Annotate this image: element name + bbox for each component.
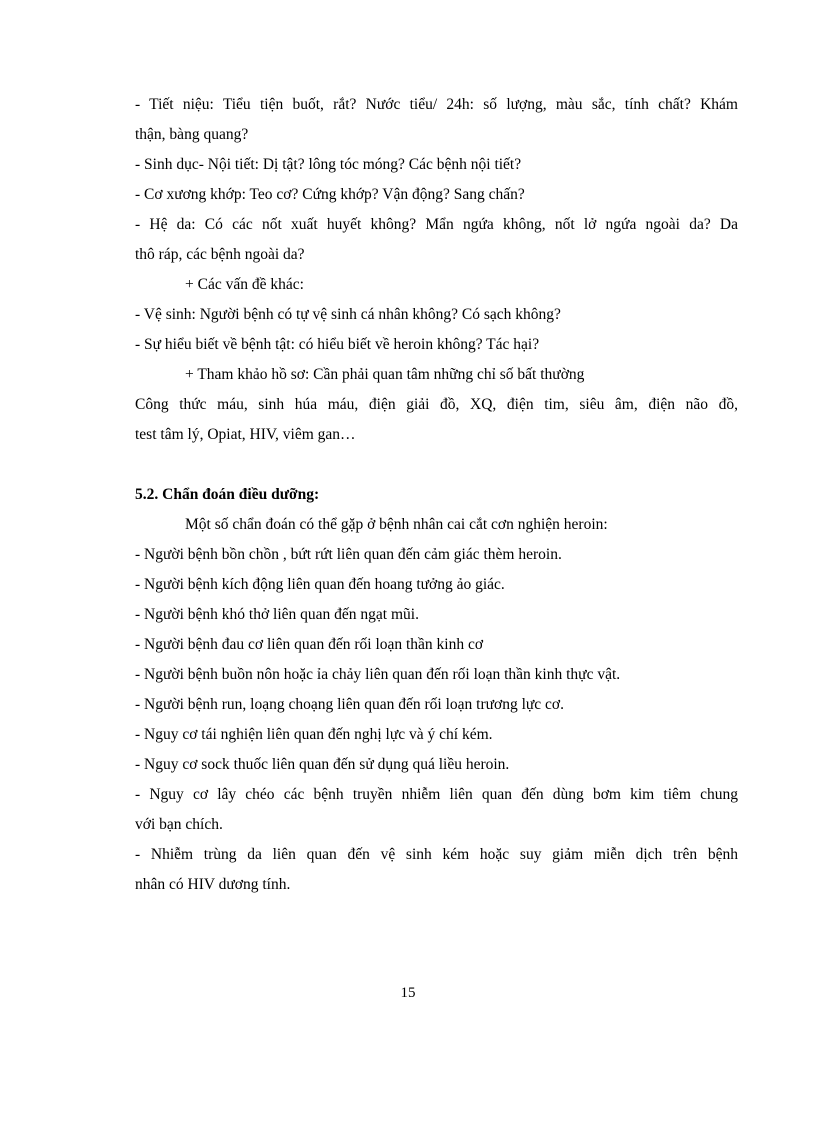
text-line: thô ráp, các bệnh ngoài da?: [135, 246, 305, 263]
list-item: - Nhiễm trùng da liên quan đến vệ sinh kém hoặc suy giảm miễn dịch trên bệnh: [135, 846, 738, 863]
section-intro: Một số chẩn đoán có thể gặp ở bệnh nhân cai cắt cơn nghiện heroin:: [185, 516, 608, 533]
text-line: Công thức máu, sinh húa máu, điện giải đồ, XQ, điện tim, siêu âm, điện não đồ,: [135, 396, 738, 413]
text-line: - Hệ da: Có các nốt xuất huyết không? Mẩn ngứa không, nốt lở ngứa ngoài da? Da: [135, 216, 738, 233]
page-number: 15: [400, 985, 416, 1001]
list-item: - Người bệnh kích động liên quan đến hoang tưởng ảo giác.: [135, 576, 505, 593]
list-item: với bạn chích.: [135, 816, 223, 833]
text-line: - Cơ xương khớp: Teo cơ? Cứng khớp? Vận động? Sang chấn?: [135, 186, 525, 203]
list-item: - Người bệnh bồn chồn , bứt rứt liên quan đến cảm giác thèm heroin.: [135, 546, 562, 563]
text-line: + Tham khảo hồ sơ: Cần phải quan tâm những chỉ số bất thường: [185, 366, 585, 383]
text-line: - Sự hiểu biết về bệnh tật: có hiểu biết về heroin không? Tác hại?: [135, 336, 540, 353]
section-heading: 5.2. Chẩn đoán điều dưỡng:: [135, 486, 320, 503]
list-item: nhân có HIV dương tính.: [135, 876, 291, 893]
text-line: + Các vấn đề khác:: [185, 276, 304, 293]
text-line: test tâm lý, Opiat, HIV, viêm gan…: [135, 426, 356, 443]
list-item: - Người bệnh đau cơ liên quan đến rối loạn thần kinh cơ: [135, 636, 484, 653]
text-line: - Tiết niệu: Tiểu tiện buốt, rắt? Nước tiểu/ 24h: số lượng, màu sắc, tính chất? Khám: [135, 96, 738, 113]
text-line: - Sinh dục- Nội tiết: Dị tật? lông tóc móng? Các bệnh nội tiết?: [135, 156, 522, 173]
list-item: - Nguy cơ tái nghiện liên quan đến nghị lực và ý chí kém.: [135, 726, 493, 743]
list-item: - Người bệnh buồn nôn hoặc ỉa chảy liên quan đến rối loạn thần kinh thực vật.: [135, 666, 621, 683]
list-item: - Người bệnh run, loạng choạng liên quan đến rối loạn trương lực cơ.: [135, 696, 565, 713]
text-line: thận, bàng quang?: [135, 126, 249, 143]
list-item: - Nguy cơ lây chéo các bệnh truyền nhiễm liên quan đến dùng bơm kim tiêm chung: [135, 786, 738, 803]
list-item: - Người bệnh khó thở liên quan đến ngạt mũi.: [135, 606, 419, 623]
text-line: - Vệ sinh: Người bệnh có tự vệ sinh cá nhân không? Có sạch không?: [135, 306, 561, 323]
list-item: - Nguy cơ sock thuốc liên quan đến sử dụng quá liều heroin.: [135, 756, 510, 773]
